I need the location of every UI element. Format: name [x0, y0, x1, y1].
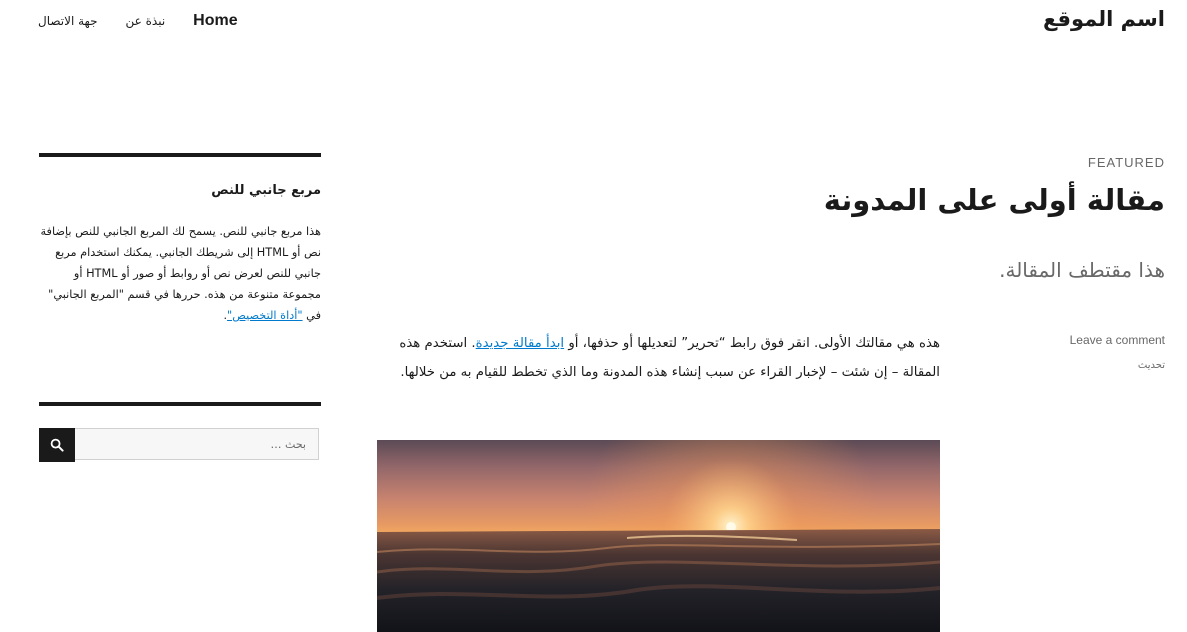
- search-icon: [50, 438, 64, 452]
- search-button[interactable]: [39, 428, 75, 462]
- post-content-text-end: . استخدم هذه المقالة – إن شئت – لإخبار القراء عن سبب إنشاء هذه المدونة وما الذي تخطط للقيام به من خلالها.: [399, 336, 940, 380]
- leave-comment-link[interactable]: Leave a comment: [1069, 333, 1165, 347]
- post-content-text: هذه هي مقالتك الأولى. انقر فوق رابط “تحرير” لتعديلها أو حذفها، أو: [564, 336, 940, 351]
- search-widget: [39, 402, 321, 462]
- post-excerpt: هذا مقتطف المقالة.: [999, 258, 1165, 282]
- post-title[interactable]: مقالة أولى على المدونة: [823, 183, 1165, 217]
- site-title[interactable]: اسم الموقع: [1042, 7, 1165, 31]
- text-widget-title: مربع جانبي للنص: [211, 183, 321, 198]
- text-widget-body-end: .: [223, 309, 228, 322]
- post-featured-image[interactable]: [377, 440, 940, 632]
- nav-item-home[interactable]: Home: [193, 12, 238, 29]
- nav-item-contact[interactable]: جهة الاتصال: [38, 14, 98, 28]
- post-content: [377, 329, 940, 387]
- text-widget: [39, 153, 321, 326]
- search-form: [39, 428, 321, 462]
- customizer-link[interactable]: "أداة التخصيص": [227, 309, 303, 322]
- edit-post-link[interactable]: تحديث: [1137, 360, 1165, 371]
- new-post-link[interactable]: ابدأ مقالة جديدة: [475, 336, 565, 351]
- entry-footer: [1070, 332, 1165, 373]
- main-navigation: [38, 10, 238, 32]
- nav-item-about[interactable]: نبذة عن: [125, 14, 166, 28]
- text-widget-body-text: هذا مربع جانبي للنص. يسمح لك المربع الجانبي للنص بإضافة نص أو HTML إلى شريطك الجانبي. يمكنك استخدام مربع جانبي للنص لعرض نص أو روابط أو صور أو HTML أو مجموعة متنوعة من هذه. حررها في قسم "المربع الجانبي" في: [40, 225, 321, 322]
- text-widget-body: [39, 221, 321, 326]
- search-input[interactable]: [75, 428, 319, 460]
- sunset-sea-illustration: [377, 440, 940, 632]
- featured-label: FEATURED: [1087, 155, 1165, 170]
